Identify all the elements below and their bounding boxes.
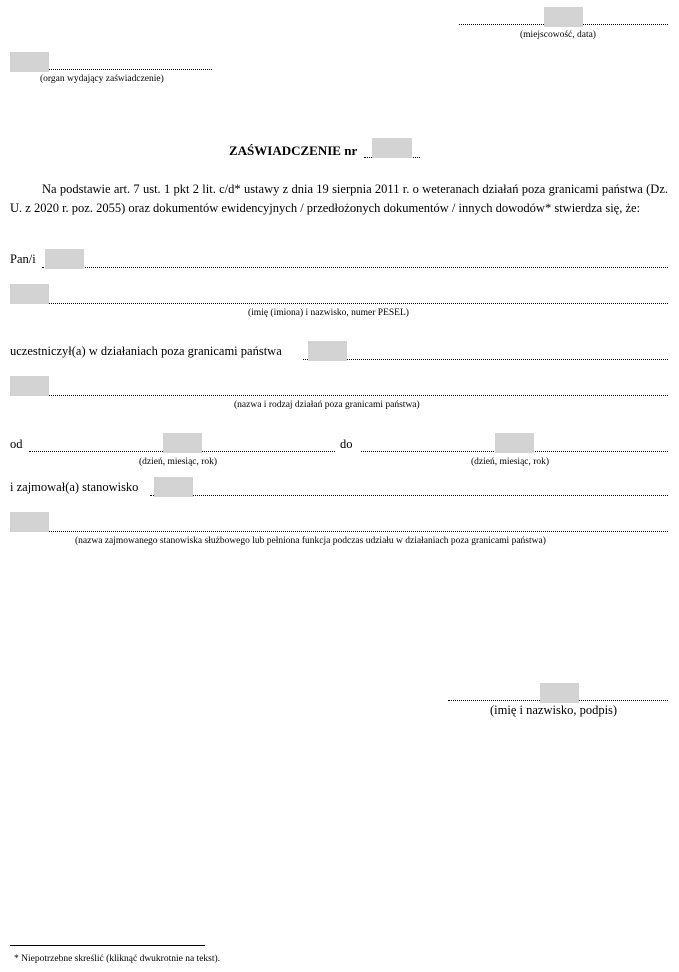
person-line-2 [10, 303, 668, 304]
document-title: ZAŚWIADCZENIE nr [229, 143, 358, 158]
signature-field[interactable] [540, 683, 579, 703]
person-line-1 [42, 267, 668, 268]
to-label: do [340, 437, 353, 451]
position-field-1[interactable] [154, 477, 193, 497]
person-pesel-field[interactable] [10, 284, 49, 304]
position-field-2[interactable] [10, 512, 49, 532]
certificate-number-field[interactable] [372, 138, 412, 158]
from-date-field[interactable] [163, 433, 202, 453]
operation-line-1 [303, 359, 668, 360]
operation-field-1[interactable] [308, 341, 347, 361]
operation-line-2 [10, 395, 668, 396]
to-date-field[interactable] [495, 433, 534, 453]
operation-caption: (nazwa i rodzaj działań poza granicami państwa) [234, 400, 420, 410]
footnote-rule [10, 945, 205, 946]
operation-field-2[interactable] [10, 376, 49, 396]
person-caption: (imię (imiona) i nazwisko, numer PESEL) [248, 308, 409, 318]
place-date-caption: (miejscowość, data) [520, 30, 596, 40]
footnote-text: * Niepotrzebne skreślić (kliknąć dwukrotnie na tekst). [14, 954, 221, 964]
intro-paragraph: Na podstawie art. 7 ust. 1 pkt 2 lit. c/d* ustawy z dnia 19 sierpnia 2011 r. o weteranach działań poza granicami państwa (Dz. U. z 2020 r. poz. 2055) oraz dokumentów ewidencyjnych / przedłożonych dokumentów / innych dowodów* stwierdza się, że: [10, 182, 668, 215]
person-label: Pan/i [10, 252, 36, 266]
position-line-1 [150, 495, 668, 496]
from-caption: (dzień, miesiąc, rok) [139, 457, 218, 467]
issuer-field[interactable] [10, 52, 49, 72]
signature-caption: (imię i nazwisko, podpis) [490, 703, 618, 717]
issuer-caption: (organ wydający zaświadczenie) [40, 74, 164, 84]
to-caption: (dzień, miesiąc, rok) [471, 457, 550, 467]
from-label: od [10, 437, 23, 451]
position-line-2 [10, 531, 668, 532]
position-caption: (nazwa zajmowanego stanowiska służbowego lub pełniona funkcja podczas udziału w działaniach poza granicami państwa) [75, 536, 546, 546]
person-name-field[interactable] [45, 249, 84, 269]
operation-label: uczestniczył(a) w działaniach poza granicami państwa [10, 344, 282, 358]
place-date-field[interactable] [544, 7, 583, 27]
position-label: i zajmował(a) stanowisko [10, 480, 139, 494]
